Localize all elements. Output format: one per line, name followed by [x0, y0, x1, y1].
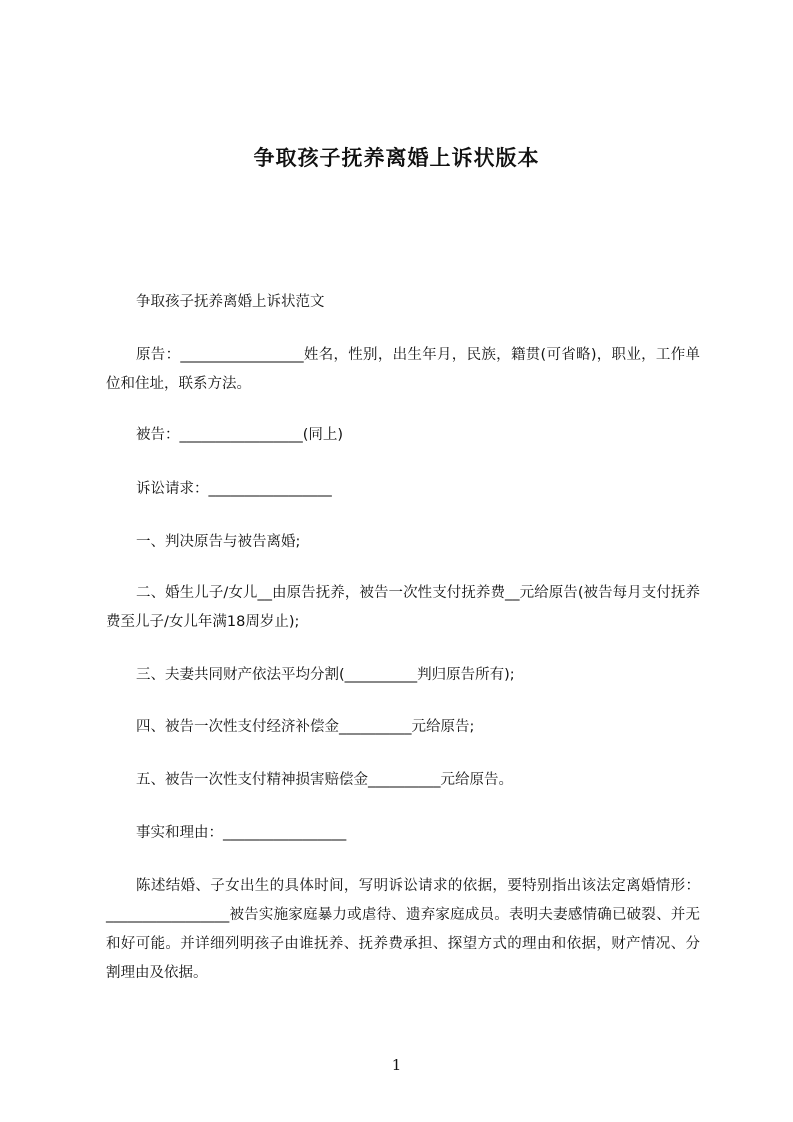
paragraph-defendant: 被告：_________________(同上) — [136, 427, 344, 443]
paragraph-claim-4: 四、被告一次性支付经济补偿金__________元给原告; — [136, 719, 475, 735]
paragraph-claim-2: 二、婚生儿子/女儿__由原告抚养，被告一次性支付抚养费__元给原告(被告每月支付抚养费至儿子/女儿年满18周岁止); — [106, 585, 700, 630]
paragraph-heading: 争取孩子抚养离婚上诉状范文 — [136, 294, 325, 310]
paragraph-claims: 诉讼请求：_________________ — [136, 481, 332, 497]
paragraph-claim-5: 五、被告一次性支付精神损害赔偿金__________元给原告。 — [136, 772, 513, 788]
page-number: 1 — [391, 1056, 402, 1074]
paragraph-claim-3: 三、夫妻共同财产依法平均分割(__________判归原告所有); — [136, 667, 515, 683]
paragraph-plaintiff: 原告：_________________姓名，性别，出生年月，民族，籍贯(可省略)，职业，工作单位和住址，联系方法。 — [106, 347, 700, 392]
paragraph-facts-body: 陈述结婚、子女出生的具体时间，写明诉讼请求的依据，要特别指出该法定离婚情形：_________________被告实施家庭暴力或虐待、遗弃家庭成员。表明夫妻感情确已破裂、并无和好可能。并详细列明孩子由谁抚养、抚养费承担、探望方式的理由和依据，财产情况、分割理由及依据。 — [106, 878, 700, 981]
paragraph-claim-1: 一、判决原告与被告离婚; — [136, 534, 301, 550]
document-title: 争取孩子抚养离婚上诉状版本 — [253, 146, 540, 170]
paragraph-facts-heading: 事实和理由：_________________ — [136, 825, 347, 841]
